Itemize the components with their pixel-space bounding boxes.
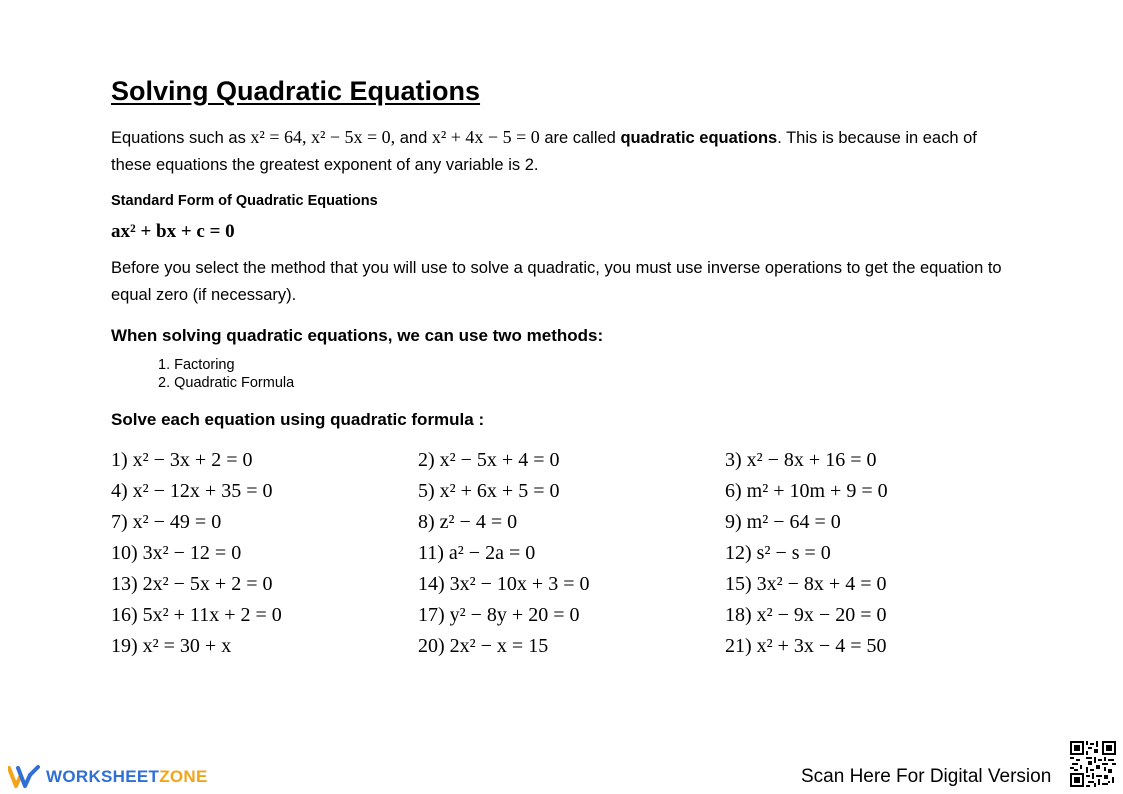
- problem-item: 3) x² − 8x + 16 = 0: [725, 449, 877, 471]
- problem-item: 9) m² − 64 = 0: [725, 511, 841, 533]
- method-item: 1. Factoring: [158, 357, 235, 373]
- logo-wordmark: [46, 767, 208, 787]
- problem-item: 11) a² − 2a = 0: [418, 542, 536, 564]
- problem-item: 7) x² − 49 = 0: [111, 511, 222, 533]
- logo-word-worksheet: WORKSHEET: [46, 767, 160, 786]
- problem-item: 13) 2x² − 5x + 2 = 0: [111, 573, 273, 595]
- problem-item: 20) 2x² − x = 15: [418, 635, 549, 657]
- problem-item: 19) x² = 30 + x: [111, 635, 232, 657]
- page-title: Solving Quadratic Equations: [111, 76, 481, 106]
- intro-text-1: Equations such as: [111, 129, 251, 147]
- problem-item: 4) x² − 12x + 35 = 0: [111, 480, 273, 502]
- methods-heading: When solving quadratic equations, we can use two methods:: [111, 326, 604, 345]
- intro-bold-term: quadratic equations: [620, 129, 778, 147]
- method-item: 2. Quadratic Formula: [158, 375, 295, 391]
- worksheetzone-logo[interactable]: [8, 764, 208, 790]
- scan-instruction: Scan Here For Digital Version: [801, 766, 1052, 787]
- worksheetzone-logo-icon: [8, 765, 40, 789]
- intro-text-3: are called: [539, 129, 621, 147]
- standard-form-formula: ax² + bx + c = 0: [111, 221, 235, 242]
- methods-list: [158, 356, 294, 392]
- problem-item: 8) z² − 4 = 0: [418, 511, 518, 533]
- qr-code-icon[interactable]: [1070, 741, 1116, 787]
- instructions-paragraph: Before you select the method that you will use to solve a quadratic, you must use inverse operations to get the equation to equal zero (if necessary).: [111, 259, 1002, 304]
- problem-item: 17) y² − 8y + 20 = 0: [418, 604, 580, 626]
- solve-heading: Solve each equation using quadratic formula :: [111, 410, 485, 429]
- problem-grid: [111, 445, 1031, 662]
- intro-paragraph: [111, 124, 1021, 179]
- problem-item: 5) x² + 6x + 5 = 0: [418, 480, 560, 502]
- problem-item: 1) x² − 3x + 2 = 0: [111, 449, 253, 471]
- problem-item: 2) x² − 5x + 4 = 0: [418, 449, 560, 471]
- intro-equations-1: x² = 64, x² − 5x = 0,: [250, 127, 396, 147]
- problem-item: 18) x² − 9x − 20 = 0: [725, 604, 887, 626]
- logo-word-zone: ZONE: [159, 767, 208, 786]
- problem-item: 10) 3x² − 12 = 0: [111, 542, 242, 564]
- problem-item: 15) 3x² − 8x + 4 = 0: [725, 573, 887, 595]
- problem-item: 21) x² + 3x − 4 = 50: [725, 635, 887, 657]
- intro-equation-2: x² + 4x − 5 = 0: [431, 127, 540, 147]
- intro-text-4: . This is because in each of these equations the greatest exponent of any variable is 2.: [111, 129, 977, 174]
- intro-text-2: and: [395, 129, 432, 147]
- problem-item: 6) m² + 10m + 9 = 0: [725, 480, 888, 502]
- problem-item: 14) 3x² − 10x + 3 = 0: [418, 573, 590, 595]
- problem-item: 12) s² − s = 0: [725, 542, 831, 564]
- standard-form-heading: Standard Form of Quadratic Equations: [111, 193, 378, 209]
- problem-item: 16) 5x² + 11x + 2 = 0: [111, 604, 282, 626]
